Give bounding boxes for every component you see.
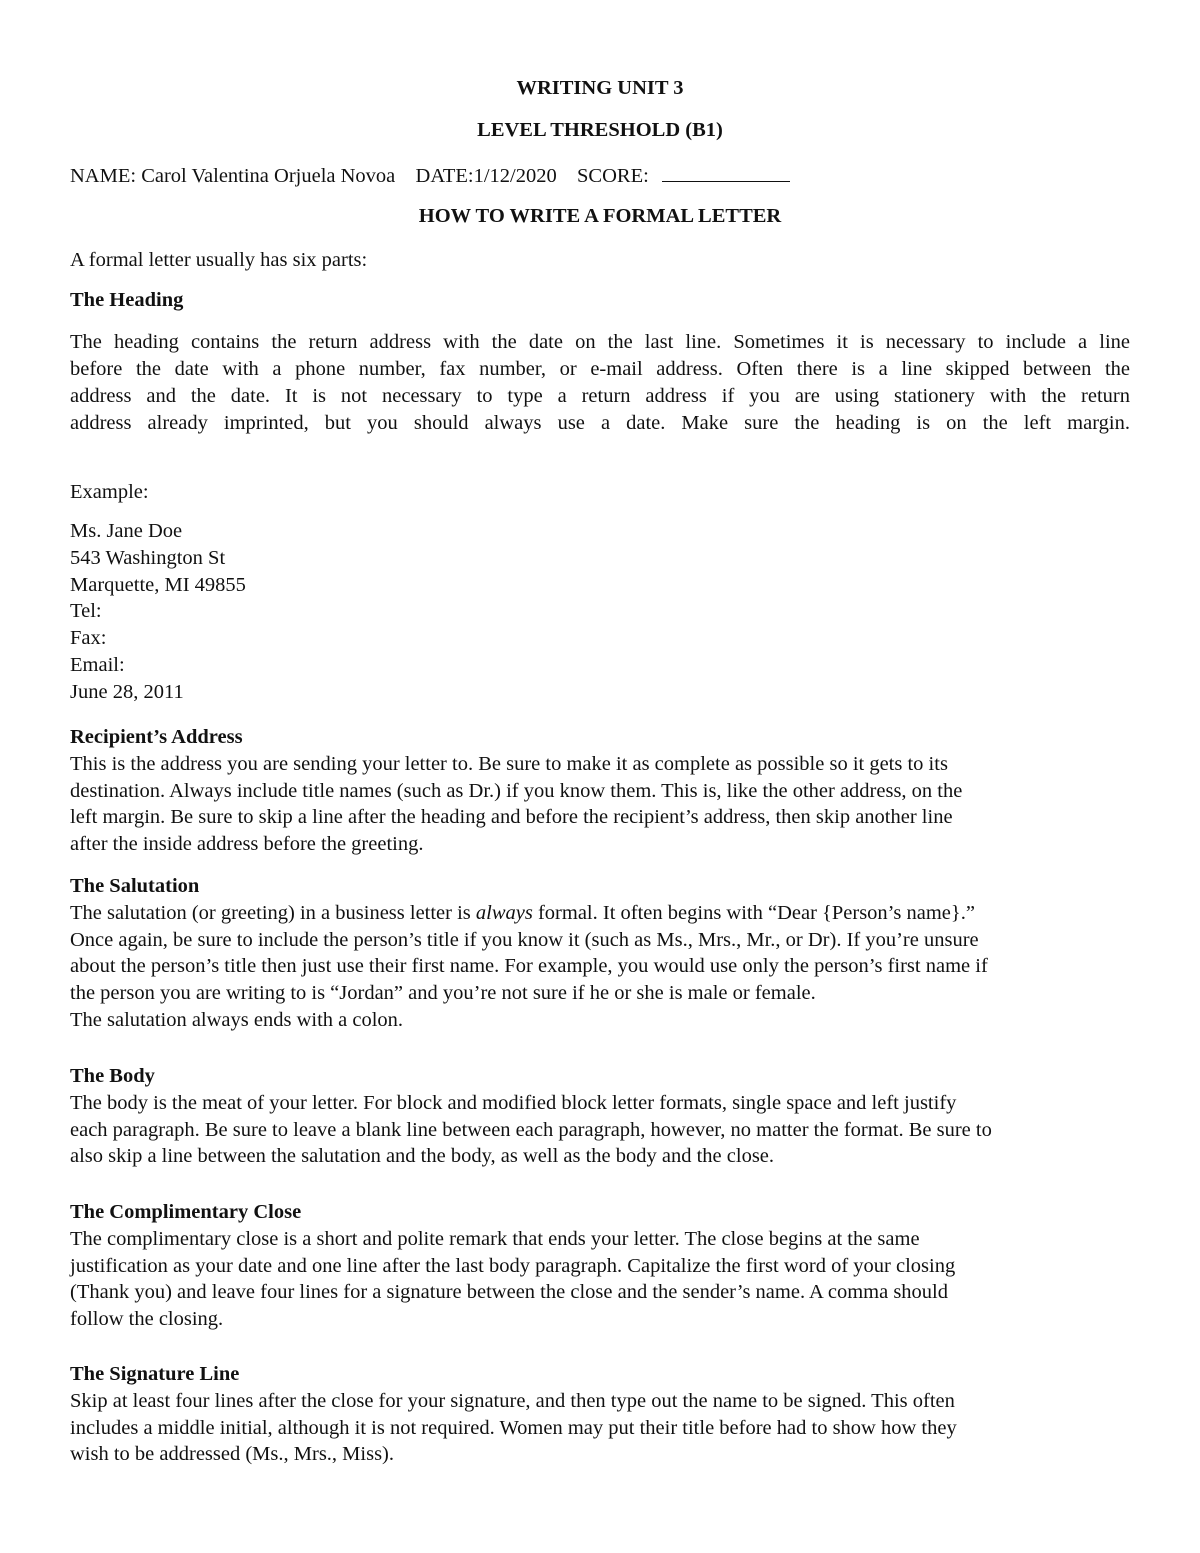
example-line: Ms. Jane Doe [70,520,183,542]
text-run: The salutation (or greeting) in a business letter is [70,901,476,924]
paragraph-line: (Thank you) and leave four lines for a signature between the close and the sender’s name. A comma should [70,1281,948,1304]
paragraph-line: The heading contains the return address with the date on the last line. Sometimes it is necessary to include a line [70,331,1130,353]
name-label: NAME: [70,165,137,187]
paragraph-line: left margin. Be sure to skip a line after the heading and before the recipient’s address, then skip another line [70,806,953,829]
italic-word: always [475,901,533,924]
paragraph-line: also skip a line between the salutation and the body, as well as the body and the close. [70,1145,775,1168]
intro-text: A formal letter usually has six parts: [70,249,368,271]
close-section-title: The Complimentary Close [70,1201,302,1223]
score-field [662,162,790,182]
date-value: 1/12/2020 [473,165,557,187]
close-section [70,1199,1135,1333]
paragraph-line: the person you are writing to is “Jordan” and you’re not sure if he or she is male or female. [70,982,816,1005]
paragraph-line: The complimentary close is a short and polite remark that ends your letter. The close begins at the same [70,1227,920,1250]
paragraph-line [70,900,1135,927]
unit-title: WRITING UNIT 3 [516,77,684,99]
text-run: formal. It often begins with “Dear {Person’s name}.” [532,901,975,924]
paragraph-line: follow the closing. [70,1308,224,1331]
body-section-title: The Body [70,1065,155,1087]
paragraph-line: address already imprinted, but you should always use a date. Make sure the heading is on the left margin. [70,412,1130,434]
paragraph-line: The body is the meat of your letter. For block and modified block letter formats, single space and left justify [70,1091,957,1114]
paragraph-line: before the date with a phone number, fax number, or e-mail address. Often there is a line skipped between the [70,358,1130,380]
paragraph-line: destination. Always include title names (such as Dr.) if you know them. This is, like the other address, on the [70,779,963,802]
paragraph-line: justification as your date and one line after the last body paragraph. Capitalize the first word of your closing [70,1254,956,1277]
paragraph-line: includes a middle initial, although it is not required. Women may put their title before had to show how they [70,1416,957,1439]
paragraph-line: Skip at least four lines after the close for your signature, and then type out the name to be signed. This often [70,1389,955,1412]
example-label: Example: [70,481,149,503]
score-label: SCORE: [577,165,649,187]
example-line: Tel: [70,600,102,623]
paragraph-line: about the person’s title then just use their first name. For example, you would use only the person’s first name if [70,955,988,978]
student-info-line [70,162,790,187]
example-line: Fax: [70,627,107,650]
body-section [70,1063,1135,1170]
signature-section-title: The Signature Line [70,1363,240,1385]
paragraph-line: Once again, be sure to include the person’s title if you know it (such as Ms., Mrs., Mr., or Dr). If you’re unsure [70,928,979,951]
heading-section-title: The Heading [70,289,184,311]
document-title: HOW TO WRITE A FORMAL LETTER [418,205,782,227]
example-line: Marquette, MI 49855 [70,573,246,596]
signature-section [70,1361,1135,1468]
paragraph-line: This is the address you are sending your letter to. Be sure to make it as complete as possible so it gets to its [70,752,948,775]
recipient-section-title: Recipient’s Address [70,726,243,748]
paragraph-line: each paragraph. Be sure to leave a blank line between each paragraph, however, no matter the format. Be sure to [70,1118,992,1141]
recipient-section [70,724,1135,858]
name-value: Carol Valentina Orjuela Novoa [141,165,396,187]
salutation-section-title: The Salutation [70,875,200,897]
date-label: DATE: [415,165,474,187]
example-line: Email: [70,653,125,676]
paragraph-line: after the inside address before the greeting. [70,833,424,856]
salutation-section [70,873,1135,1034]
example-address-block [70,518,1135,706]
example-line: June 28, 2011 [70,680,184,703]
example-line: 543 Washington St [70,546,226,569]
heading-section-paragraph [70,329,1130,437]
paragraph-line: address and the date. It is not necessary to type a return address if you are using stationery with the return [70,385,1130,407]
paragraph-line: The salutation always ends with a colon. [70,1008,404,1031]
level-title: LEVEL THRESHOLD (B1) [477,119,723,141]
paragraph-line: wish to be addressed (Ms., Mrs., Miss). [70,1443,394,1466]
